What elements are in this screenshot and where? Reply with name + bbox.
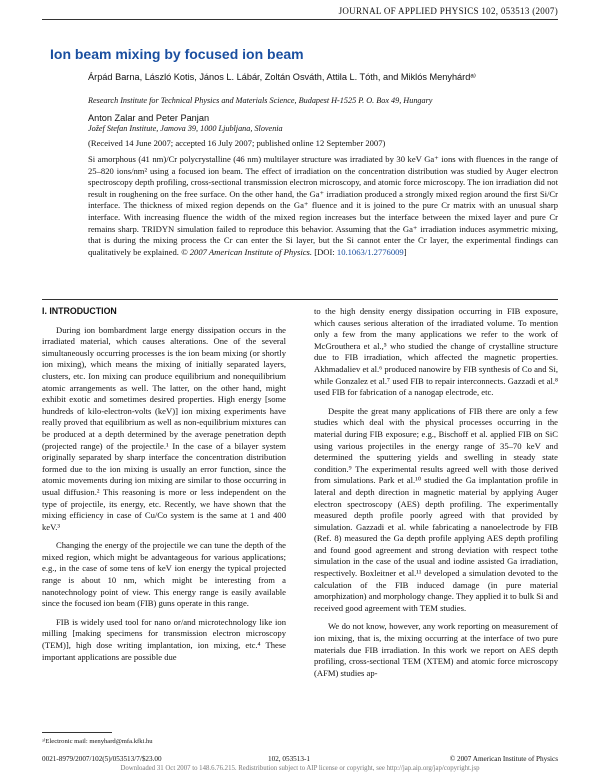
- journal-header: JOURNAL OF APPLIED PHYSICS 102, 053513 (2007): [338, 6, 558, 16]
- paragraph: FIB is widely used tool for nano or/and microtechnology like ion milling [making specimens for transmission electron microscopy (TEM)], high dose writing implantation, ion mixing, etc.⁴ These important applications are possible due: [42, 616, 286, 662]
- author-list-2: Anton Zalar and Peter Panjan: [88, 113, 210, 123]
- paragraph: to the high density energy dissipation occurring in FIB exposure, which causes serious alteration of the irradiated volume. To mention only a few from the many applications we refer to the work of McGrouthera et al.,⁵ who studied the change of crystalline structure due to FIB irradiation, which affected the magnetic properties. Akhmadaliev et al.⁶ produced nanowire by FIB synthesis of Co and Si, while Gonzalez et al.⁷ used FIB to repair interconnects. Gazzadi et al.⁸ used FIB for fabrication of a nanogap electrode, etc.: [314, 306, 558, 398]
- doi-prefix: [DOI:: [314, 246, 337, 257]
- received-dates: (Received 14 June 2007; accepted 16 July 2007; published online 12 September 2007): [88, 138, 386, 148]
- abstract-copyright: © 2007 American Institute of Physics.: [181, 246, 313, 257]
- footer-page: 102, 053513-1: [268, 755, 310, 763]
- header-rule: [42, 19, 558, 20]
- author-list-1: Árpád Barna, László Kotis, János L. Lábár, Zoltán Osváth, Attila L. Tóth, and Miklós Menyhárdᵃ⁾: [88, 72, 477, 82]
- abstract: [88, 154, 558, 258]
- left-column: [42, 306, 286, 670]
- section-heading-introduction: I. INTRODUCTION: [42, 306, 117, 316]
- paragraph: We do not know, however, any work reporting on measurement of ion mixing, that is, the mixing occurring at the interface of two pure materials due FIB irradiation. In this work we report on AES depth profiling, cross-sectional TEM (XTEM) and atomic force microscopy (AFM) studies ap-: [314, 621, 558, 678]
- paragraph: Changing the energy of the projectile we can tune the depth of the mixed region, which might be advantageous for various applications; e.g., in the case of some tens of keV ion energy the typical projected range is about 10 nm, which might be interesting from a nanotechnology point of view. This energy range is easily available since the focused ion beam (FIB) guns operate in this range.: [42, 540, 286, 609]
- paragraph: During ion bombardment large energy dissipation occurs in the irradiated material, which causes alterations. One of the several simultaneously occurring processes is the ion beam mixing (or shortly ion mixing), which means the mixing of initially separated layers, clusters, etc. Ion mixing can produce equilibrium and nonequilibrium atomic arrangements as well. The latter, on the other hand, might exhibit exotic and sometimes desired properties. High energy [some hundreds of kilo-electron-volts (keV)] ion mixing experiments have really proved that equilibrium as well as non-equilibrium mixtures can be produced at a depth determined by the average penetration depth (projected range) of the projectile.¹ In the case of a bilayer system originally separated by sharp interface the concentration distribution formed due to the ion mixing is usually an error function, since the atomic movements during ion mixing are similar to those occurring in usual diffusion.² This reasoning is more or less independent on the type of projectile, its energy, etc. Recently, we have shown that the mixing efficiency in case of Cu/Co system is the same at 1 and 400 keV.³: [42, 324, 286, 532]
- paragraph: Despite the great many applications of FIB there are only a few studies which deal with the physical processes occurring in the material during FIB exposure; e.g., Bischoff et al. applied FIB on SiC using various projectiles in the energy range of 35–70 keV and determined the sputtering yields and swelling in steady state condition.⁹ The experimental results agreed well with those derived from simulations. Park et al.¹⁰ studied the Ga implantation profile in lateral and depth direction in magnetic material by applying Auger electron spectroscopy (AES) depth profiling. The experimentally measured depth profile poorly agreed with that provided by simulation. Gazzadi et al. while fabricating a nanoelectrode by FIB (Ref. 8) measured the Ga depth profile applying AES depth profiling and found good agreement and strong deviation with respect tothe simulation in the case of the usual and iodine assisted Ga irradiation, respectively. Boxleitner et al.¹¹ developed a simulation devoted to the calculation of the FIB induced damage (in pure material amorphization) and morphology change. They applied it to bulk Si and received good agreement with TEM studies.: [314, 405, 558, 613]
- abstract-text: Si amorphous (41 nm)/Cr polycrystalline (46 nm) multilayer structure was irradiated by 30 keV Ga⁺ ions with fluences in the range of 25–820 ions/nm² using a focused ion beam. The effect of irradiation on the concentration distribution was studied by Auger electron spectroscopy depth profiling, cross-sectional transmission electron microscopy, and atomic force microscopy. The ion irradiation did not result in roughening on the free surface. On the other hand, the Ga⁺ irradiation produced a strongly mixed region around the first Si/Cr interface. The thickness of mixed region depends on the Ga⁺ fluence and it is joined to the pure Cr matrix with an unusual sharp interface. With increasing fluence the width of the mixed region increases but the interface between the mixed layer and pure Cr remains sharp. TRIDYN simulation failed to reproduce this behavior. Assuming that the Ga⁺ irradiation induces asymmetric mixing, that is during the mixing process the Cr can enter the Si layer, but the Si cannot enter the Cr layer, the experimental findings can qualitatively be explained.: [88, 154, 558, 257]
- right-column: [314, 306, 558, 686]
- footnote-rule: [42, 732, 112, 733]
- paper-title: Ion beam mixing by focused ion beam: [50, 46, 304, 62]
- footnote: ᵃ⁾Electronic mail: menyhard@mfa.kfki.hu: [42, 738, 153, 745]
- doi-suffix: ]: [403, 246, 407, 257]
- download-notice: Downloaded 31 Oct 2007 to 148.6.76.215. Redistribution subject to AIP license or copyright, see http://jap.aip.org/jap/copyright.jsp: [120, 765, 480, 772]
- affiliation-2: Jožef Stefan Institute, Jamova 39, 1000 Ljubljana, Slovenia: [88, 124, 283, 133]
- affiliation-1: Research Institute for Technical Physics and Materials Science, Budapest H-1525 P. O. Box 49, Hungary: [88, 96, 433, 105]
- footer-copyright: © 2007 American Institute of Physics: [449, 755, 558, 763]
- abstract-rule: [42, 299, 558, 300]
- doi-link[interactable]: 10.1063/1.2776009: [336, 246, 404, 257]
- author-block: [88, 71, 508, 83]
- footer-issn: 0021-8979/2007/102(5)/053513/7/$23.00: [42, 755, 162, 763]
